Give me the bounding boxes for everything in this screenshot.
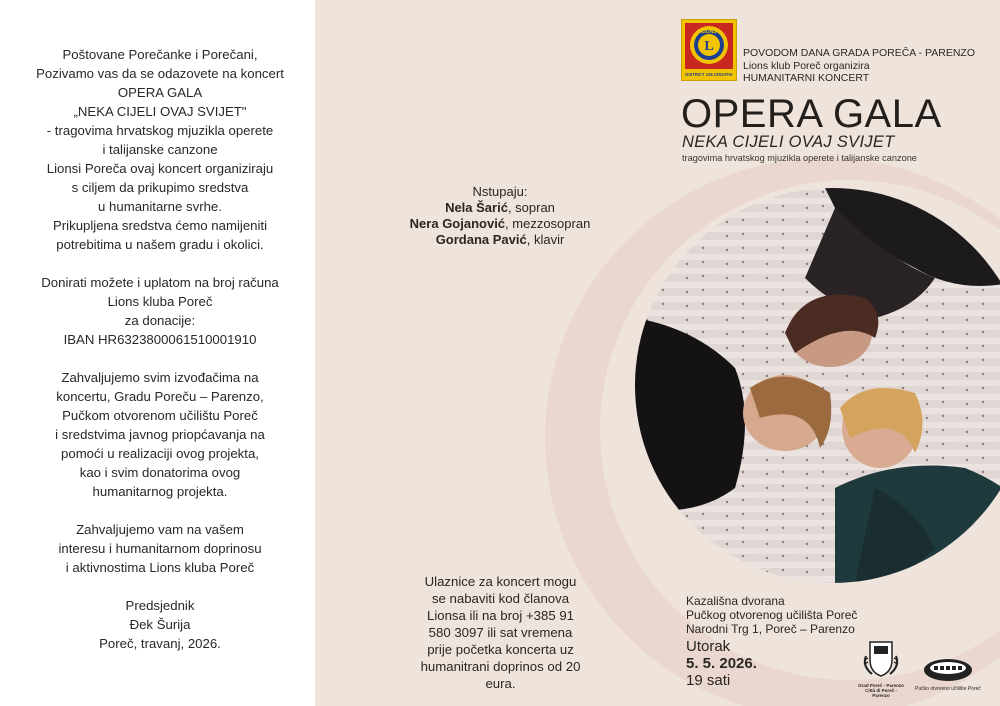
city-porec-logo	[858, 640, 904, 698]
event-date	[686, 638, 757, 689]
venue-line: Kazališna dvorana	[686, 594, 785, 608]
ticket-info	[408, 573, 593, 692]
performer-name: Nera Gojanović	[409, 216, 506, 231]
venue-line: Pučkog otvorenog učilišta Poreč	[686, 608, 858, 622]
logo-top-text: LIONS	[701, 29, 717, 35]
letter-line: koncertu, Gradu Poreču – Parenzo,	[56, 389, 264, 404]
letter-line: Zahvaljujemo vam na vašem	[76, 522, 244, 537]
organizer-line: Lions klub Poreč organizira	[743, 59, 870, 72]
performer-role: , klavir	[526, 232, 565, 247]
uciliste-logo	[915, 656, 981, 696]
performers-list	[400, 184, 600, 248]
letter-line: humanitarnog projekta.	[92, 484, 228, 499]
letter-line: s ciljem da prikupimo sredstva	[71, 180, 249, 195]
letter-line: u humanitarne svrhe.	[98, 199, 222, 214]
uciliste-name: Pučko otvoreno učilište Poreč	[915, 686, 981, 692]
performer-name: Gordana Pavić	[435, 232, 527, 247]
event-time: 19 sati	[686, 672, 731, 689]
invitation-letter	[20, 45, 300, 653]
event-tagline: tragovima hrvatskog mjuzikla operete i talijanske canzone	[682, 153, 917, 163]
city-name-line-it: Città di Poreč - Parenzo	[865, 688, 897, 698]
letter-line: „NEKA CIJELI OVAJ SVIJET"	[73, 104, 247, 119]
letter-line: Pozivamo vas da se odazovete na koncert	[36, 66, 284, 81]
letter-line: i aktivnostima Lions kluba Poreč	[65, 560, 255, 575]
performer-item	[400, 232, 600, 248]
ticket-line: se nabaviti kod članova	[431, 591, 570, 606]
ticket-line: eura.	[485, 676, 516, 691]
letter-line: pomoći u realizaciji ovog projekta,	[61, 446, 259, 461]
city-crest-icon	[858, 640, 904, 678]
event-title: OPERA GALA	[681, 92, 942, 136]
ticket-line: 580 3097 ili sat vremena	[428, 625, 573, 640]
event-day: Utorak	[686, 638, 731, 655]
lions-logo	[681, 19, 737, 81]
ticket-line: Lionsa ili na broj +385 91	[426, 608, 574, 623]
organizer-text	[743, 47, 975, 85]
thanks-block-2	[20, 520, 300, 577]
uciliste-emblem-icon	[915, 656, 981, 682]
letter-line: Lions kluba Poreč	[107, 294, 213, 309]
letter-line: i sredstvima javnog priopćavanja na	[55, 427, 265, 442]
signature-block	[20, 596, 300, 653]
ticket-line: humanitrani doprinos od 20	[420, 659, 581, 674]
occasion-line: POVODOM DANA GRADA POREČA - PARENZO	[743, 47, 976, 59]
letter-line: i talijanske canzone	[102, 142, 218, 157]
svg-text:L: L	[704, 39, 714, 54]
performer-item	[400, 200, 600, 216]
letter-line: za donacije:	[124, 313, 196, 328]
event-date-value: 5. 5. 2026.	[686, 655, 757, 672]
letter-line: Zahvaljujemo svim izvođačima na	[61, 370, 259, 385]
venue-info	[686, 594, 857, 636]
ticket-line: prije početka koncerta uz	[427, 642, 574, 657]
event-type-line: HUMANITARNI KONCERT	[743, 72, 870, 84]
thanks-block	[20, 368, 300, 501]
letter-line: Lionsi Poreča ovaj koncert organiziraju	[46, 161, 274, 176]
letter-line: OPERA GALA	[117, 85, 203, 100]
letter-line: potrebitima u našem gradu i okolici.	[56, 237, 264, 252]
letter-line: Poštovane Porečanke i Porečani,	[62, 47, 258, 62]
ticket-line: Ulaznice za koncert mogu	[424, 574, 577, 589]
letter-date: Poreč, travanj, 2026.	[99, 636, 221, 651]
letter-line: Pučkom otvorenom učilištu Poreč	[62, 408, 258, 423]
president-name: Đek Šurija	[129, 617, 191, 632]
letter-line: interesu i humanitarnom doprinosu	[58, 541, 262, 556]
venue-address: Narodni Trg 1, Poreč – Parenzo	[686, 622, 855, 636]
letter-line: Donirati možete i uplatom na broj računa	[41, 275, 279, 290]
lions-emblem-icon	[682, 20, 736, 80]
donation-block	[20, 273, 300, 349]
logo-bottom-text: DISTRICT 126 CROATIA	[685, 72, 733, 77]
event-subtitle: NEKA CIJELI OVAJ SVIJET	[682, 133, 895, 151]
performer-role: , sopran	[507, 200, 555, 215]
invitation-block-1	[20, 45, 300, 254]
performers-heading: Nstupaju:	[472, 184, 528, 199]
letter-line: kao i svim donatorima ovog	[79, 465, 241, 480]
performer-role: , mezzosopran	[505, 216, 591, 231]
letter-line: Prikupljena sredstva ćemo namijeniti	[52, 218, 268, 233]
letter-line: - tragovima hrvatskog mjuzikla operete	[46, 123, 274, 138]
city-name-line: Grad Poreč - Parenzo	[858, 683, 904, 688]
performer-item	[400, 216, 600, 232]
letter-line: Predsjednik	[125, 598, 195, 613]
performer-name: Nela Šarić	[445, 200, 508, 215]
iban-text: IBAN HR6323800061510001910	[63, 332, 257, 347]
